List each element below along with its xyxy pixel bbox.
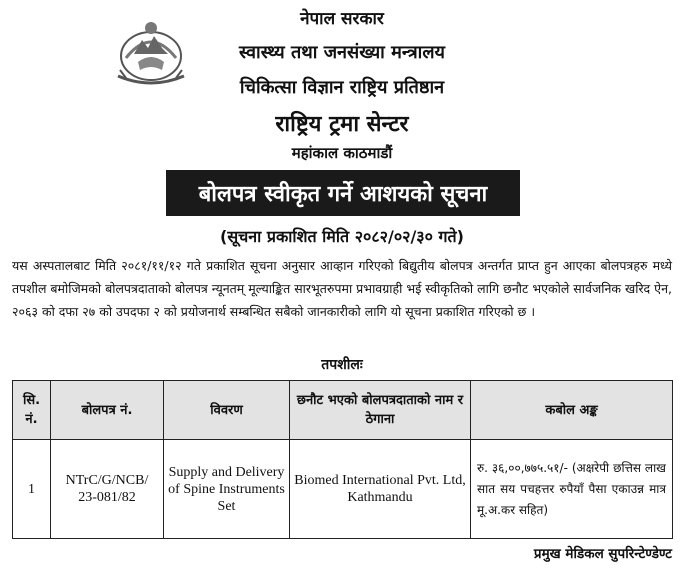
cell-amount: रु. ३६,००,७७५.५१/- (अक्षरेपी छत्तिस लाख सात सय पचहत्तर रुपैयाँ पैसा एकाउन्न मात्र मू.अ.कर सहित) (471, 440, 673, 539)
bid-table (12, 380, 673, 539)
location: महांकाल काठमाडौं (291, 144, 393, 162)
header-sn: सि. नं. (13, 381, 51, 440)
notice-body: यस अस्पतालबाट मिति २०८१/११/१२ गते प्रकाशित सूचना अनुसार आव्हान गरिएको बिद्युतीय बोलपत्र अन्तर्गत प्राप्त हुन आएका बोलपत्रहरु मध्ये तपशील बमोजिमको बोलपत्रदाताको बोलपत्र न्यूनतम् मूल्याङ्कित सारभूतरुपमा प्रभावग्राही भई स्वीकृतिको लागि छनौट भएकोले सार्वजनिक खरिद ऐन, २०६३ को दफा २७ को उपदफा २ को प्रयोजनार्थ सम्बन्धित सबैको जानकारीको लागि यो सूचना प्रकाशित गरिएको छ । (12, 258, 672, 319)
signatory: प्रमुख मेडिकल सुपरिन्टेण्डेण्ट (533, 546, 672, 562)
header-description: विवरण (164, 381, 290, 440)
center-name: राष्ट्रिय ट्रमा सेन्टर (275, 112, 409, 137)
notice-title: बोलपत्र स्वीकृत गर्ने आशयको सूचना (166, 170, 520, 216)
header-bid-no: बोलपत्र नं. (51, 381, 164, 440)
cell-sn: 1 (13, 440, 51, 539)
ministry-name: स्वास्थ्य तथा जनसंख्या मन्त्रालय (239, 42, 445, 63)
header-amount: कबोल अङ्क (471, 381, 673, 440)
government-name: नेपाल सरकार (300, 9, 384, 29)
table-header-row (13, 381, 673, 440)
published-date: (सूचना प्रकाशित मिति २०८२/०२/३० गते) (220, 227, 464, 246)
header-bidder: छनौट भएको बोलपत्रदाताको नाम र ठेगाना (290, 381, 471, 440)
cell-bid-no: NTrC/G/NCB/ 23-081/82 (51, 440, 164, 539)
cell-description: Supply and Delivery of Spine Instruments Set (164, 440, 290, 539)
cell-bidder: Biomed International Pvt. Ltd, Kathmandu (290, 440, 471, 539)
table-row (13, 440, 673, 539)
details-heading: तपशीलः (321, 357, 363, 373)
academy-name: चिकित्सा विज्ञान राष्ट्रिय प्रतिष्ठान (239, 77, 445, 98)
